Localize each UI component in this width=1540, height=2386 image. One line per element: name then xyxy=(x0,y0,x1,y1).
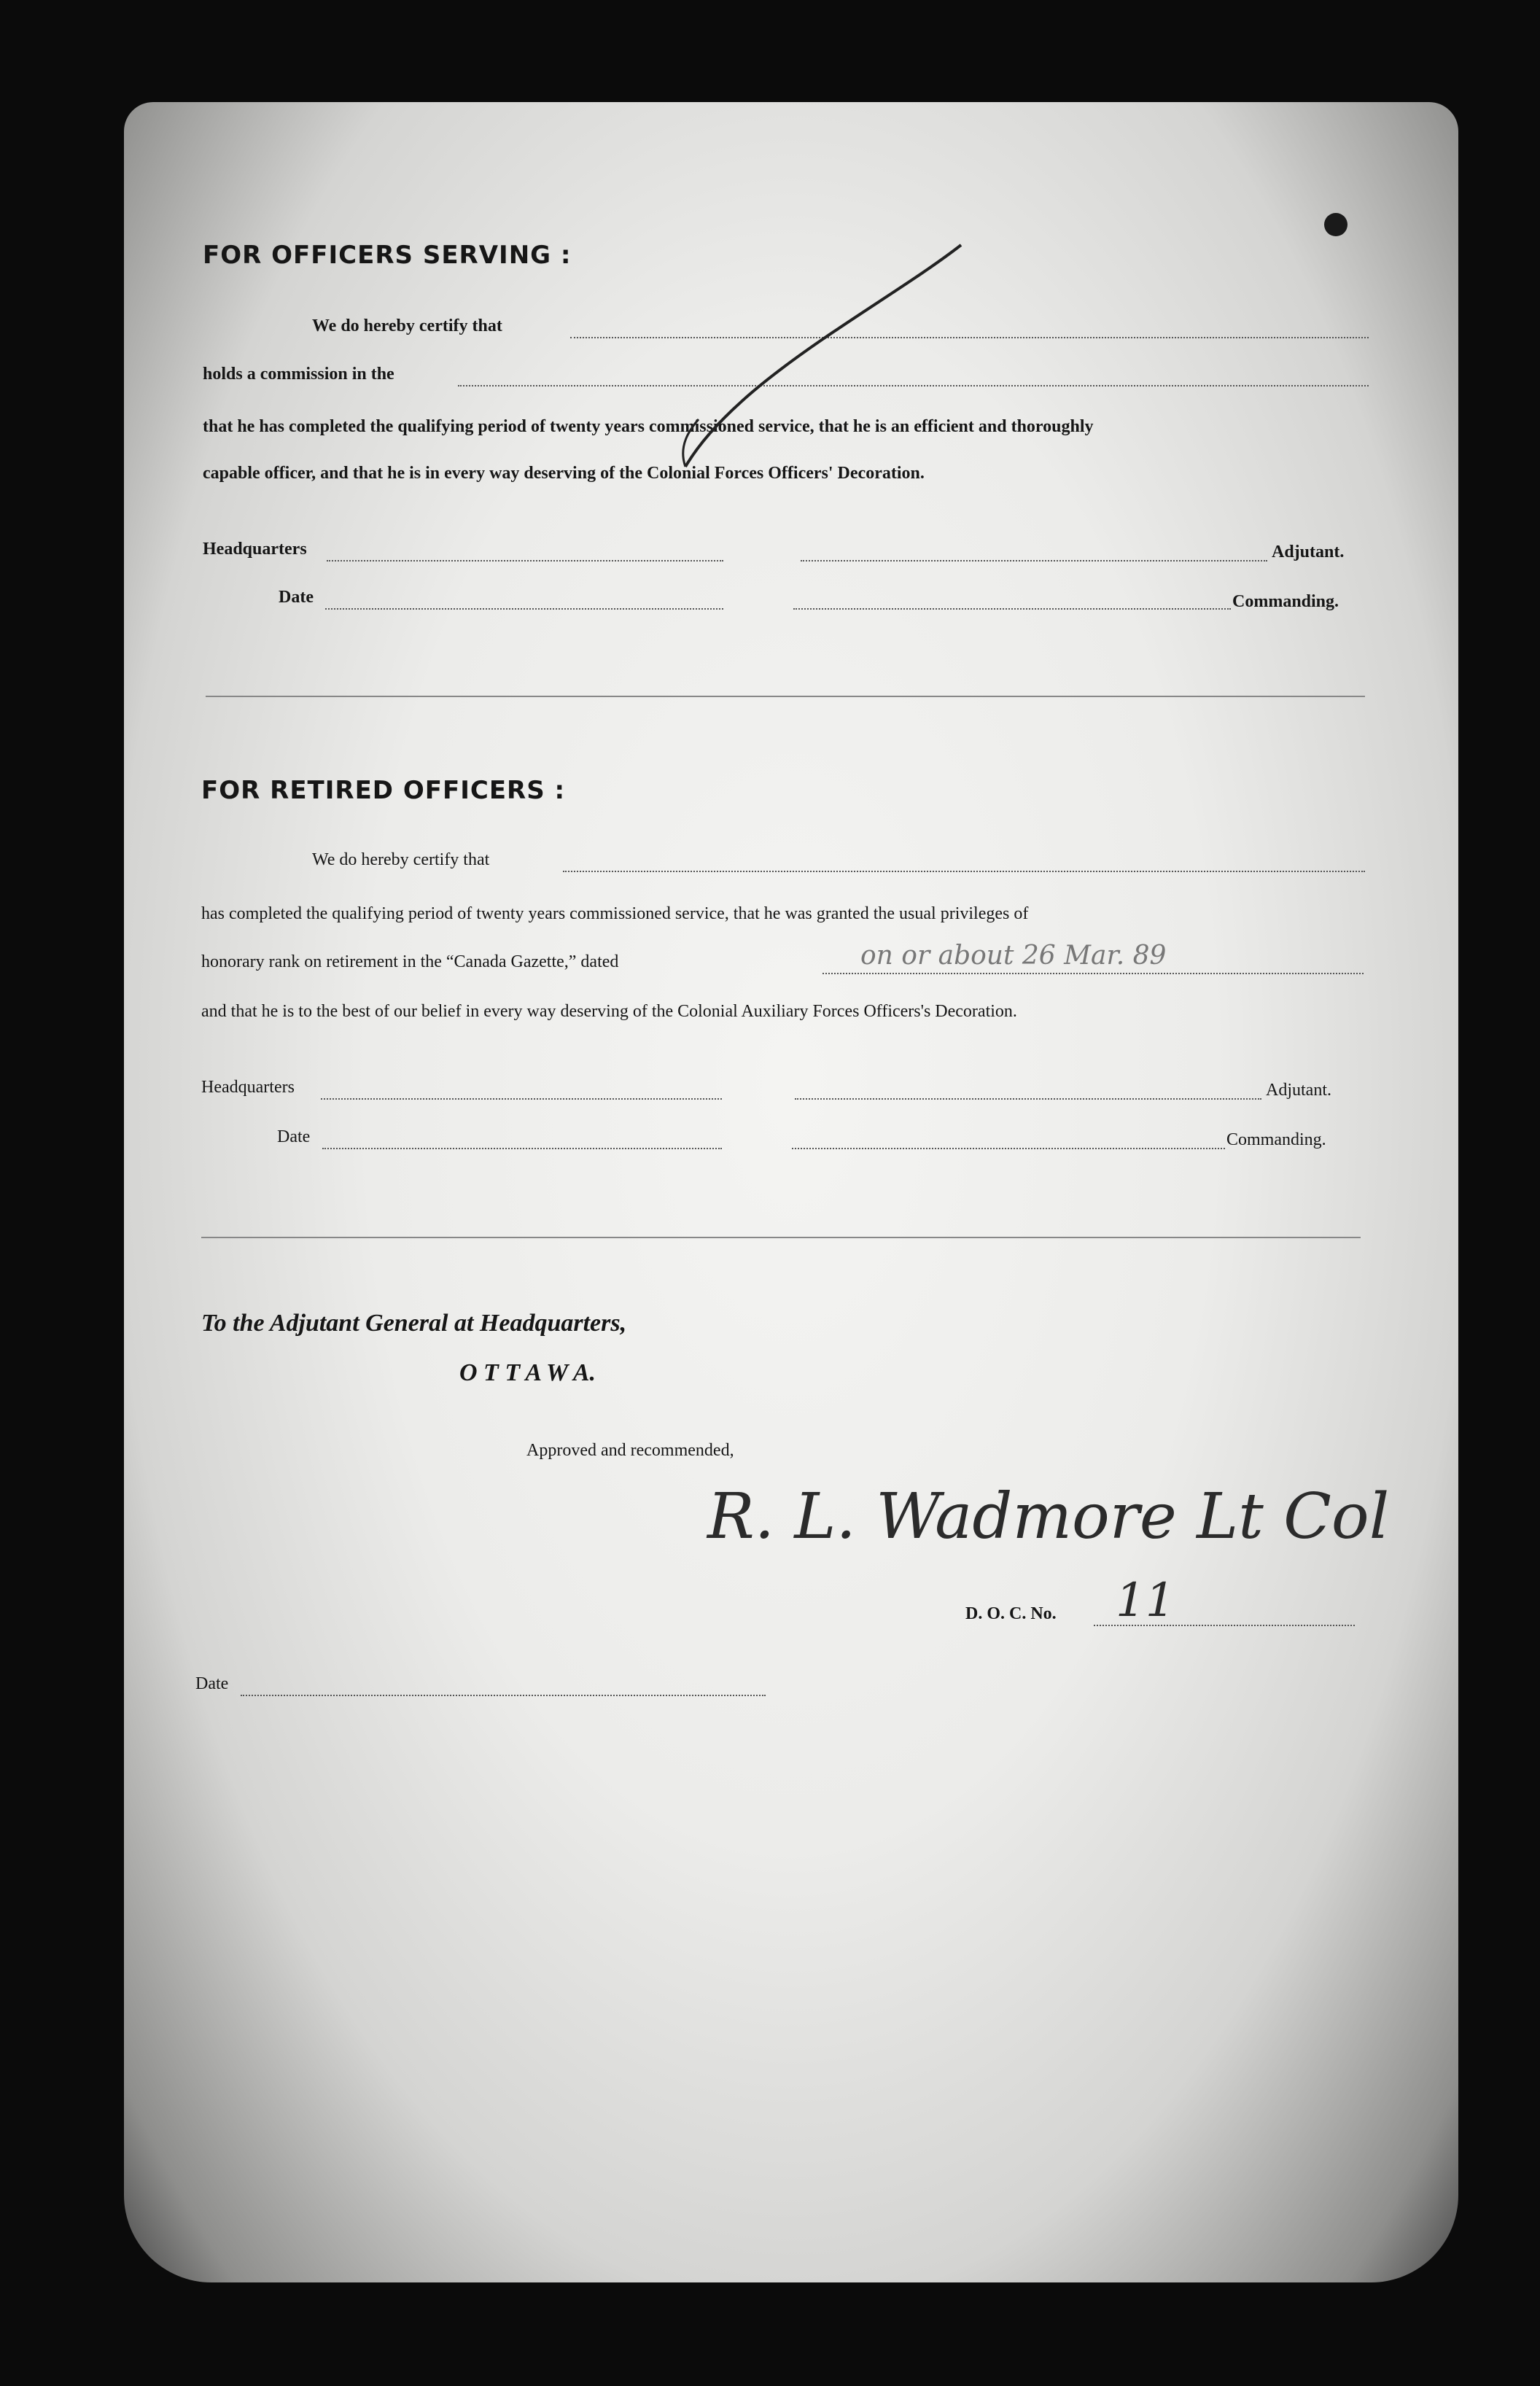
retired-headquarters-field[interactable] xyxy=(321,1098,722,1100)
retired-gazette-date-field[interactable] xyxy=(822,973,1364,974)
signature: R. L. Wadmore Lt Col xyxy=(707,1480,1390,1553)
retired-adjutant-field[interactable] xyxy=(795,1098,1261,1100)
serving-text-line-1: that he has completed the qualifying period of twenty years commissioned service, that he is an efficient and thoroughly xyxy=(203,417,1094,436)
serving-certify-field[interactable] xyxy=(570,337,1369,338)
handwritten-gazette-date: on or about 26 Mar. 89 xyxy=(860,941,1167,971)
approval-date-field[interactable] xyxy=(241,1695,766,1696)
approval-text: Approved and recommended, xyxy=(526,1441,734,1460)
approval-date-label: Date xyxy=(195,1674,229,1693)
serving-commission-field[interactable] xyxy=(458,385,1369,386)
serving-text-line-2: capable officer, and that he is in every way deserving of the Colonial Forces Officers' Decoration. xyxy=(203,464,925,483)
retired-text-line-3: and that he is to the best of our belief in every way deserving of the Colonial Auxiliary Forces Officers's Decoration. xyxy=(201,1002,1017,1021)
retired-commanding-label: Commanding. xyxy=(1226,1130,1326,1149)
serving-section-divider xyxy=(206,696,1365,697)
serving-certify-label: We do hereby certify that xyxy=(312,316,502,335)
retired-certify-field[interactable] xyxy=(563,871,1365,872)
retired-heading: FOR RETIRED OFFICERS : xyxy=(201,776,566,805)
retired-certify-label: We do hereby certify that xyxy=(312,850,490,869)
retired-commanding-field[interactable] xyxy=(792,1148,1225,1149)
serving-adjutant-label: Adjutant. xyxy=(1272,543,1345,561)
serving-headquarters-label: Headquarters xyxy=(203,540,307,559)
serving-commanding-field[interactable] xyxy=(793,608,1231,610)
doc-number-label: D. O. C. No. xyxy=(965,1604,1057,1623)
serving-heading: FOR OFFICERS SERVING : xyxy=(203,241,572,270)
retired-text-line-1: has completed the qualifying period of twenty years commissioned service, that he was granted the usual privileges of xyxy=(201,904,1029,923)
doc-number-value: 11 xyxy=(1116,1574,1175,1628)
serving-adjutant-field[interactable] xyxy=(801,560,1267,561)
serving-headquarters-field[interactable] xyxy=(327,560,723,561)
retired-text-line-2: honorary rank on retirement in the “Canada Gazette,” dated xyxy=(201,952,619,971)
retired-adjutant-label: Adjutant. xyxy=(1266,1081,1331,1100)
address-line-1: To the Adjutant General at Headquarters, xyxy=(201,1310,627,1337)
retired-date-field[interactable] xyxy=(322,1148,722,1149)
serving-date-field[interactable] xyxy=(325,608,723,610)
serving-commission-label: holds a commission in the xyxy=(203,365,394,384)
retired-date-label: Date xyxy=(277,1127,311,1146)
retired-headquarters-label: Headquarters xyxy=(201,1078,295,1097)
address-line-2: O T T A W A. xyxy=(459,1359,596,1386)
retired-section-divider xyxy=(201,1237,1361,1238)
serving-date-label: Date xyxy=(279,588,314,607)
serving-commanding-label: Commanding. xyxy=(1232,592,1339,611)
